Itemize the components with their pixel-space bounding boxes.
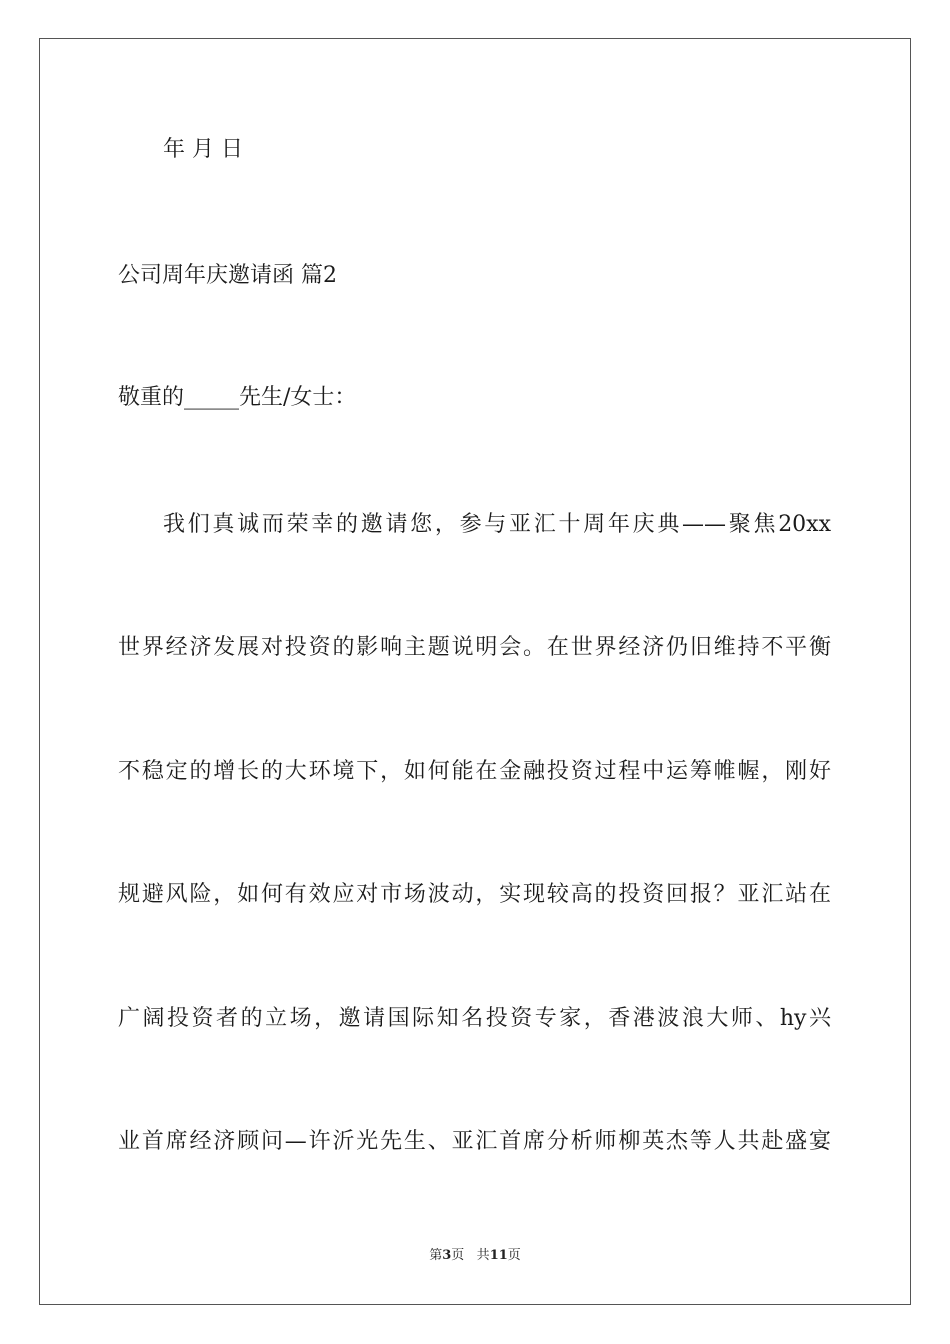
document-heading: 公司周年庆邀请函 篇2 [118,263,337,288]
paragraph-line-2: 世界经济发展对投资的影响主题说明会。在世界经济仍旧维持不平衡 [118,635,831,660]
paragraph-line-4: 规避风险，如何有效应对市场波动，实现较高的投资回报？亚汇站在 [118,882,831,907]
paragraph-line-1: 我们真诚而荣幸的邀请您，参与亚汇十周年庆典——聚焦20xx [163,512,831,537]
footer-page-number: 3 [442,1248,452,1263]
footer-total-prefix: 共 [476,1248,490,1263]
footer-total-pages: 11 [489,1248,508,1263]
paragraph-line-6: 业首席经济顾问—许沂光先生、亚汇首席分析师柳英杰等人共赴盛宴 [118,1129,831,1154]
footer-total-suffix: 页 [507,1248,521,1263]
footer-page-prefix: 第 [429,1248,443,1263]
paragraph-line-3: 不稳定的增长的大环境下，如何能在金融投资过程中运筹帷幄，刚好 [118,759,831,784]
salutation: 敬重的_____先生/女士： [118,385,357,410]
paragraph-line-5: 广阔投资者的立场，邀请国际知名投资专家，香港波浪大师、hy兴 [118,1006,831,1031]
footer-page-suffix: 页 [451,1248,465,1263]
date-line: 年 月 日 [163,137,243,162]
page-footer [0,1247,950,1265]
page-border [39,38,911,1305]
